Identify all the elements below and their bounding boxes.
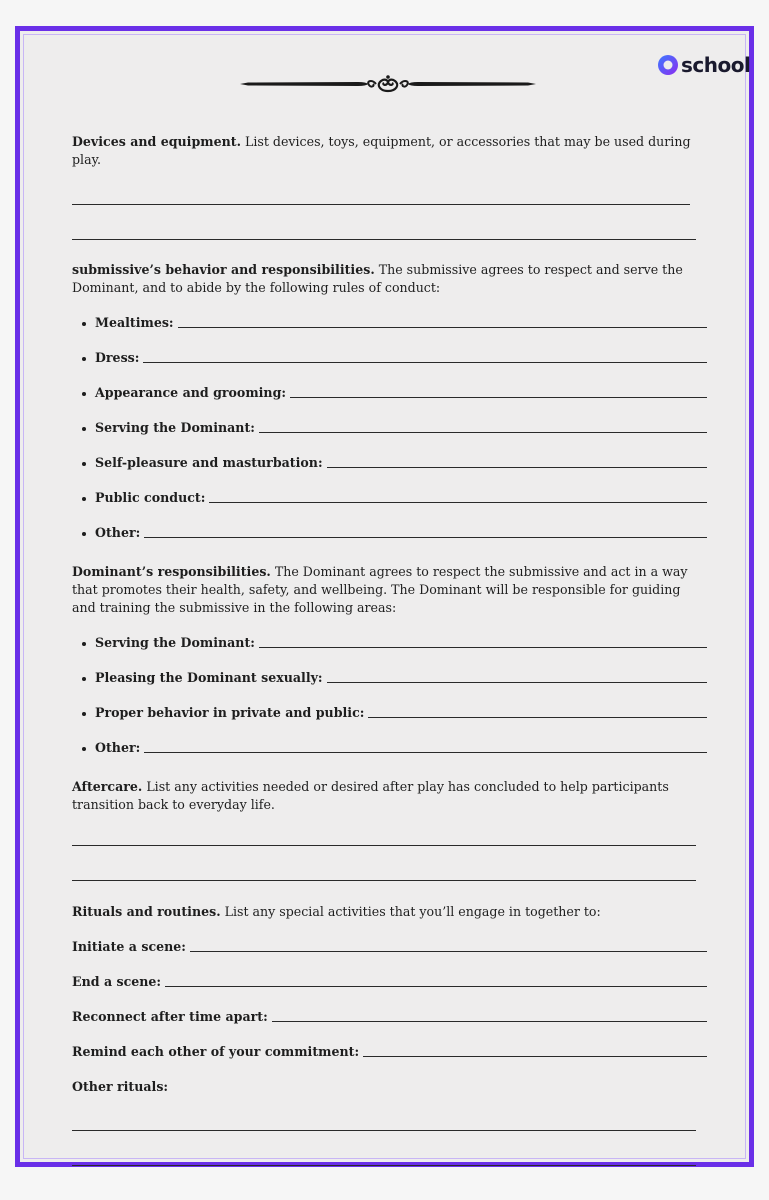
- list-item: [72, 669, 707, 687]
- submissive-text: The submissive agrees to respect and serve the Dominant, and to abide by the following rules of conduct:: [72, 262, 683, 295]
- dominant-areas-list: [72, 634, 707, 757]
- other-rituals-answer-line-2[interactable]: [72, 1164, 696, 1166]
- answer-line[interactable]: [190, 950, 707, 952]
- list-item: [72, 524, 707, 542]
- bullet-icon: [82, 712, 86, 716]
- submissive-section: [72, 261, 707, 297]
- answer-line[interactable]: [272, 1020, 707, 1022]
- item-label: Other:: [95, 525, 141, 540]
- list-item: [72, 704, 707, 722]
- aftercare-answer-line-1[interactable]: [72, 844, 696, 846]
- devices-section: [72, 133, 707, 169]
- bullet-icon: [82, 427, 86, 431]
- dominant-section: [72, 563, 707, 617]
- answer-line[interactable]: [327, 466, 707, 468]
- other-rituals-label: Other rituals:: [72, 1079, 169, 1094]
- bullet-icon: [82, 532, 86, 536]
- answer-line[interactable]: [178, 326, 707, 328]
- page-frame: [15, 26, 754, 1167]
- bullet-icon: [82, 357, 86, 361]
- answer-line[interactable]: [209, 501, 707, 503]
- list-item: [72, 489, 707, 507]
- list-item: [72, 384, 707, 402]
- item-label: Other:: [95, 740, 141, 755]
- school-logo-icon: [657, 54, 679, 76]
- bullet-icon: [82, 747, 86, 751]
- dominant-heading: Dominant’s responsibilities.: [72, 564, 271, 579]
- other-rituals-answer-line-1[interactable]: [72, 1129, 696, 1131]
- item-label: Serving the Dominant:: [95, 635, 255, 650]
- aftercare-text: List any activities needed or desired after play has concluded to help participants transition back to everyday life.: [72, 779, 669, 812]
- bullet-icon: [82, 322, 86, 326]
- ritual-item: [72, 938, 707, 956]
- item-label: Pleasing the Dominant sexually:: [95, 670, 323, 685]
- aftercare-heading: Aftercare.: [72, 779, 143, 794]
- ritual-item: [72, 1008, 707, 1026]
- devices-answer-line-1[interactable]: [72, 203, 690, 205]
- bullet-icon: [82, 497, 86, 501]
- item-label: End a scene:: [72, 974, 162, 989]
- item-label: Serving the Dominant:: [95, 420, 255, 435]
- aftercare-section: [72, 778, 707, 814]
- answer-line[interactable]: [327, 681, 707, 683]
- answer-line[interactable]: [363, 1055, 707, 1057]
- item-label: Proper behavior in private and public:: [95, 705, 365, 720]
- item-label: Self-pleasure and masturbation:: [95, 455, 323, 470]
- answer-line[interactable]: [290, 396, 707, 398]
- list-item: [72, 349, 707, 367]
- bullet-icon: [82, 392, 86, 396]
- item-label: Mealtimes:: [95, 315, 174, 330]
- answer-line[interactable]: [259, 431, 707, 433]
- answer-line[interactable]: [144, 536, 707, 538]
- decorative-divider-icon: [238, 69, 538, 99]
- submissive-rules-list: [72, 314, 707, 542]
- bullet-icon: [82, 642, 86, 646]
- rituals-heading: Rituals and routines.: [72, 904, 221, 919]
- answer-line[interactable]: [165, 985, 707, 987]
- bullet-icon: [82, 462, 86, 466]
- list-item: [72, 634, 707, 652]
- answer-line[interactable]: [144, 751, 707, 753]
- devices-text: List devices, toys, equipment, or accessories that may be used during play.: [72, 134, 691, 167]
- list-item: [72, 419, 707, 437]
- item-label: Appearance and grooming:: [95, 385, 287, 400]
- submissive-heading: submissive’s behavior and responsibilities.: [72, 262, 375, 277]
- devices-heading: Devices and equipment.: [72, 134, 241, 149]
- dominant-text: The Dominant agrees to respect the submissive and act in a way that promotes their health, safety, and wellbeing. The Dominant will be responsible for guiding and training the submissive in the following areas:: [72, 564, 688, 615]
- ritual-item: [72, 1043, 707, 1061]
- logo-text: school: [681, 53, 751, 77]
- rituals-section: [72, 903, 707, 921]
- item-label: Initiate a scene:: [72, 939, 186, 954]
- list-item: [72, 454, 707, 472]
- list-item: [72, 314, 707, 332]
- answer-line[interactable]: [143, 361, 707, 363]
- ritual-item: [72, 973, 707, 991]
- answer-line[interactable]: [368, 716, 707, 718]
- item-label: Remind each other of your commitment:: [72, 1044, 360, 1059]
- devices-answer-line-2[interactable]: [72, 238, 696, 240]
- rituals-text: List any special activities that you’ll engage in together to:: [224, 904, 601, 919]
- school-logo: [657, 51, 750, 79]
- answer-line[interactable]: [259, 646, 707, 648]
- aftercare-answer-line-2[interactable]: [72, 879, 696, 881]
- form-content: [72, 133, 707, 1166]
- item-label: Public conduct:: [95, 490, 206, 505]
- bullet-icon: [82, 677, 86, 681]
- item-label: Reconnect after time apart:: [72, 1009, 268, 1024]
- list-item: [72, 739, 707, 757]
- item-label: Dress:: [95, 350, 140, 365]
